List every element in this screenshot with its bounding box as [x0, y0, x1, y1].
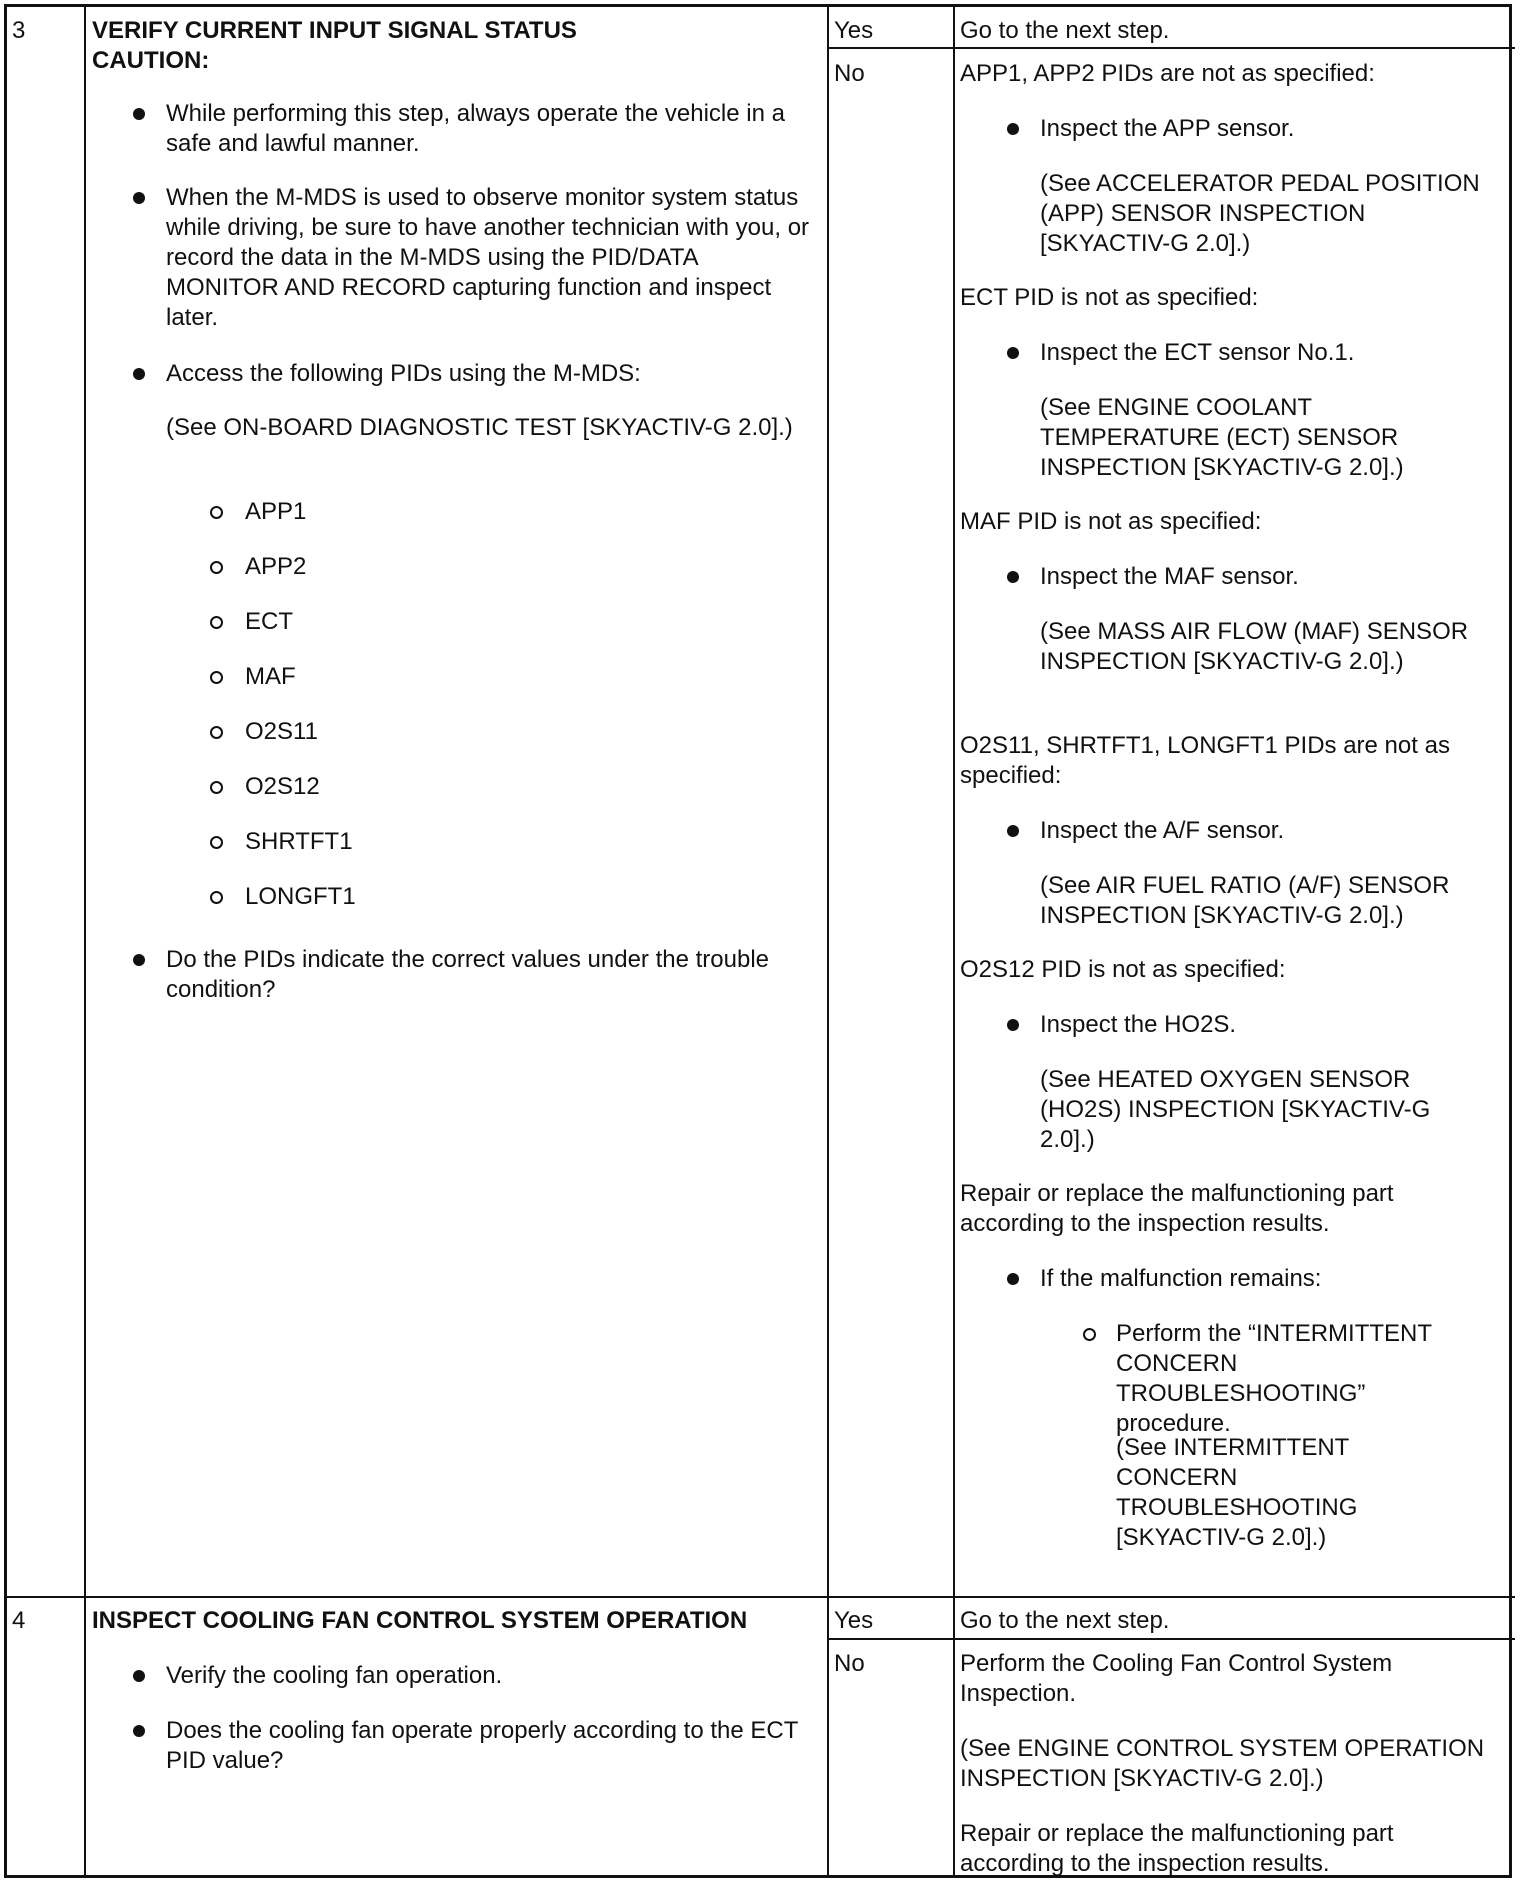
reference-link[interactable]: (See ENGINE COOLANT TEMPERATURE (ECT) SENSOR INSPECTION [SKYACTIV-G 2.0].) — [1040, 394, 1404, 481]
bullet-text: Inspect the APP sensor. — [1040, 115, 1295, 142]
bullet-icon — [1007, 1019, 1019, 1031]
bullet-text: Inspect the A/F sensor. — [1040, 817, 1285, 844]
bullet-text: Inspect the MAF sensor. — [1040, 563, 1299, 590]
diagnostic-table — [4, 4, 1512, 1878]
bullet-icon — [133, 954, 145, 966]
reference-link[interactable]: (See HEATED OXYGEN SENSOR (HO2S) INSPECTION [SKYACTIV-G 2.0].) — [1040, 1066, 1431, 1153]
step-heading: INSPECT COOLING FAN CONTROL SYSTEM OPERATION — [92, 1607, 748, 1634]
bullet-icon — [133, 1670, 145, 1682]
circle-bullet-icon — [210, 836, 223, 849]
no-condition-o2s12: O2S12 PID is not as specified: — [960, 956, 1286, 983]
reference-link[interactable]: (See AIR FUEL RATIO (A/F) SENSOR INSPECTION [SKYACTIV-G 2.0].) — [1040, 872, 1450, 929]
circle-bullet-icon — [210, 561, 223, 574]
col-divider-action — [827, 7, 829, 1875]
circle-bullet-icon — [210, 891, 223, 904]
bullet-text: Inspect the HO2S. — [1040, 1011, 1237, 1038]
circle-bullet-icon — [1083, 1328, 1096, 1341]
bullet-icon — [133, 368, 145, 380]
bullet-text: When the M-MDS is used to observe monitor system status while driving, be sure to have another technician with you, or record the data in the M-MDS using the PID/DATA MONITOR AND RECORD capturing function and inspect later. — [166, 184, 810, 331]
no-label: No — [834, 60, 865, 87]
bullet-text: Inspect the ECT sensor No.1. — [1040, 339, 1355, 366]
bullet-icon — [1007, 571, 1019, 583]
bullet-text: Does the cooling fan operate properly according to the ECT PID value? — [166, 1717, 798, 1774]
row3-yes-no-divider — [827, 47, 1515, 49]
bullet-text: Perform the “INTERMITTENT CONCERN TROUBLESHOOTING” procedure. — [1116, 1320, 1432, 1437]
step-heading: VERIFY CURRENT INPUT SIGNAL STATUS — [92, 17, 577, 44]
col-divider-result — [953, 7, 955, 1875]
pid-name: O2S11 — [245, 718, 318, 745]
yes-label: Yes — [834, 17, 874, 44]
no-action-perform: Perform the Cooling Fan Control System Inspection. — [960, 1650, 1393, 1707]
circle-bullet-icon — [210, 781, 223, 794]
row4-yes-no-divider — [827, 1638, 1515, 1640]
bullet-icon — [133, 1725, 145, 1737]
reference-link[interactable]: (See ENGINE CONTROL SYSTEM OPERATION INSPECTION [SKYACTIV-G 2.0].) — [960, 1735, 1485, 1792]
no-condition-maf: MAF PID is not as specified: — [960, 508, 1262, 535]
step-number: 4 — [12, 1607, 26, 1634]
bullet-icon — [133, 192, 145, 204]
bullet-text: If the malfunction remains: — [1040, 1265, 1322, 1292]
no-label: No — [834, 1650, 865, 1677]
bullet-icon — [133, 108, 145, 120]
repair-instruction: Repair or replace the malfunctioning part according to the inspection results. — [960, 1820, 1394, 1877]
circle-bullet-icon — [210, 616, 223, 629]
caution-label: CAUTION: — [92, 47, 210, 74]
yes-action: Go to the next step. — [960, 1607, 1170, 1634]
reference-link[interactable]: (See ON-BOARD DIAGNOSTIC TEST [SKYACTIV-G 2.0].) — [166, 414, 793, 441]
pid-name: APP1 — [245, 498, 307, 525]
question-text: Do the PIDs indicate the correct values under the trouble condition? — [166, 946, 769, 1003]
circle-bullet-icon — [210, 726, 223, 739]
bullet-icon — [1007, 825, 1019, 837]
no-condition-o2s11: O2S11, SHRTFT1, LONGFT1 PIDs are not as specified: — [960, 732, 1450, 789]
bullet-icon — [1007, 123, 1019, 135]
bullet-text: Verify the cooling fan operation. — [166, 1662, 503, 1689]
bullet-icon — [1007, 1273, 1019, 1285]
no-condition-app: APP1, APP2 PIDs are not as specified: — [960, 60, 1375, 87]
row-divider — [7, 1596, 1515, 1598]
pid-name: LONGFT1 — [245, 883, 356, 910]
pid-name: APP2 — [245, 553, 307, 580]
repair-instruction: Repair or replace the malfunctioning part according to the inspection results. — [960, 1180, 1394, 1237]
circle-bullet-icon — [210, 506, 223, 519]
reference-link[interactable]: (See INTERMITTENT CONCERN TROUBLESHOOTING [SKYACTIV-G 2.0].) — [1116, 1434, 1358, 1551]
yes-label: Yes — [834, 1607, 874, 1634]
bullet-icon — [1007, 347, 1019, 359]
reference-link[interactable]: (See MASS AIR FLOW (MAF) SENSOR INSPECTION [SKYACTIV-G 2.0].) — [1040, 618, 1469, 675]
yes-action: Go to the next step. — [960, 17, 1170, 44]
pid-name: MAF — [245, 663, 296, 690]
step-number: 3 — [12, 17, 26, 44]
pid-name: ECT — [245, 608, 293, 635]
reference-link[interactable]: (See ACCELERATOR PEDAL POSITION (APP) SENSOR INSPECTION [SKYACTIV-G 2.0].) — [1040, 170, 1480, 257]
circle-bullet-icon — [210, 671, 223, 684]
pid-name: SHRTFT1 — [245, 828, 353, 855]
no-condition-ect: ECT PID is not as specified: — [960, 284, 1259, 311]
bullet-text: Access the following PIDs using the M-MDS: — [166, 360, 641, 387]
pid-name: O2S12 — [245, 773, 320, 800]
bullet-text: While performing this step, always operate the vehicle in a safe and lawful manner. — [166, 100, 785, 157]
col-divider-step — [84, 7, 86, 1875]
